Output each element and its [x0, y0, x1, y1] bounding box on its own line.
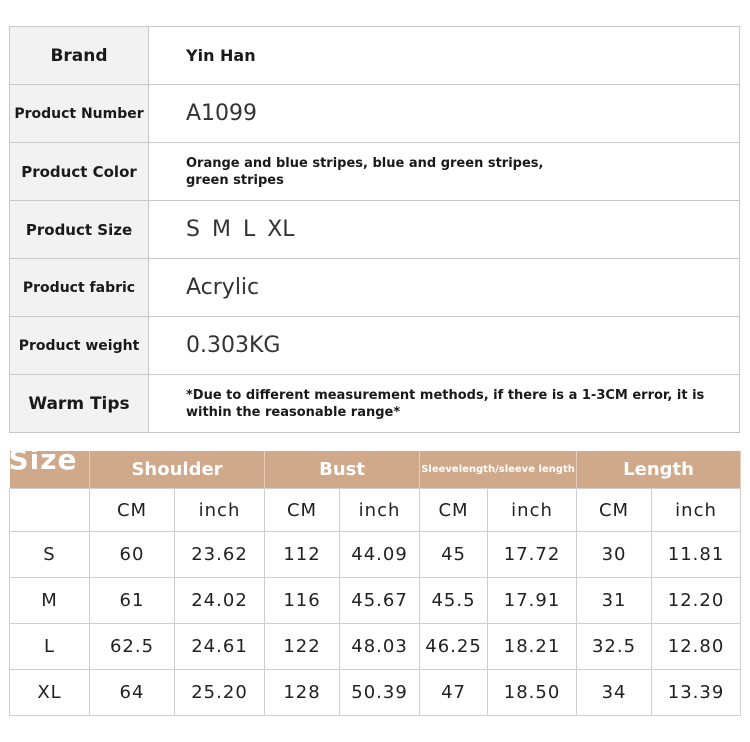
value-cell: 62.5: [90, 624, 175, 670]
value-cell: 48.03: [340, 624, 420, 670]
product-number-label: Product Number: [10, 85, 149, 143]
product-size-value: [149, 201, 740, 259]
brand-label: Brand: [10, 27, 149, 85]
unit-cell: inch: [652, 489, 741, 532]
value-cell: 17.91: [488, 578, 577, 624]
value-cell: 32.5: [577, 624, 652, 670]
size-corner-label: [8, 443, 90, 489]
value-cell: 45.67: [340, 578, 420, 624]
product-size-row: [10, 201, 740, 259]
value-cell: 112: [265, 532, 340, 578]
product-color-row: [10, 143, 740, 201]
size-cell: XL: [10, 670, 90, 716]
unit-cell: CM: [265, 489, 340, 532]
value-cell: 44.09: [340, 532, 420, 578]
size-letter-l: L: [242, 217, 256, 242]
warm-tips-text: *Due to different measurement methods, if there is a 1-3CM error, it is within the reasonable range*: [186, 387, 705, 420]
size-letter-m: M: [211, 217, 231, 242]
value-cell: 122: [265, 624, 340, 670]
value-cell: 128: [265, 670, 340, 716]
value-cell: 64: [90, 670, 175, 716]
header-shoulder: Shoulder: [90, 451, 265, 489]
value-cell: 50.39: [340, 670, 420, 716]
value-cell: 11.81: [652, 532, 741, 578]
unit-cell: CM: [577, 489, 652, 532]
size-row-xl: [10, 670, 741, 716]
value-cell: 60: [90, 532, 175, 578]
unit-cell: CM: [90, 489, 175, 532]
product-number-row: [10, 85, 740, 143]
unit-cell: inch: [488, 489, 577, 532]
value-cell: 34: [577, 670, 652, 716]
size-letter-s: S: [186, 217, 200, 242]
value-cell: 30: [577, 532, 652, 578]
value-cell: 24.61: [175, 624, 265, 670]
product-number-value: [149, 85, 740, 143]
value-cell: 24.02: [175, 578, 265, 624]
product-weight-text: 0.303KG: [186, 333, 281, 358]
size-row-m: [10, 578, 741, 624]
value-cell: 12.20: [652, 578, 741, 624]
size-chart-table: [8, 443, 741, 716]
header-bust: Bust: [265, 451, 420, 489]
product-weight-row: [10, 317, 740, 375]
size-corner-text: Size: [8, 443, 78, 476]
brand-value: [149, 27, 740, 85]
size-row-s: [10, 532, 741, 578]
product-fabric-text: Acrylic: [186, 275, 260, 300]
size-cell: L: [10, 624, 90, 670]
header-length: Length: [577, 451, 741, 489]
value-cell: 47: [420, 670, 488, 716]
product-color-value: [149, 143, 740, 201]
warm-tips-label: Warm Tips: [10, 375, 149, 433]
value-cell: 13.39: [652, 670, 741, 716]
unit-row: [10, 489, 741, 532]
value-cell: 12.80: [652, 624, 741, 670]
size-row-l: [10, 624, 741, 670]
unit-cell: CM: [420, 489, 488, 532]
value-cell: 116: [265, 578, 340, 624]
brand-value-text: Yin Han: [186, 46, 256, 65]
warm-tips-row: [10, 375, 740, 433]
size-chart-header: [10, 451, 741, 489]
unit-cell: inch: [175, 489, 265, 532]
product-fabric-label: Product fabric: [10, 259, 149, 317]
product-size-label: Product Size: [10, 201, 149, 259]
value-cell: 23.62: [175, 532, 265, 578]
size-cell: S: [10, 532, 90, 578]
product-info-table: [9, 26, 740, 433]
product-number-text: A1099: [186, 101, 258, 126]
product-weight-value: [149, 317, 740, 375]
value-cell: 45: [420, 532, 488, 578]
value-cell: 61: [90, 578, 175, 624]
product-color-label: Product Color: [10, 143, 149, 201]
value-cell: 31: [577, 578, 652, 624]
header-sleeve-length: Sleevelength/sleeve length: [420, 451, 577, 489]
product-color-line1: Orange and blue stripes, blue and green stripes,: [186, 155, 544, 171]
value-cell: 17.72: [488, 532, 577, 578]
value-cell: 25.20: [175, 670, 265, 716]
product-fabric-row: [10, 259, 740, 317]
brand-row: [10, 27, 740, 85]
product-weight-label: Product weight: [10, 317, 149, 375]
value-cell: 18.50: [488, 670, 577, 716]
unit-cell: inch: [340, 489, 420, 532]
value-cell: 18.21: [488, 624, 577, 670]
warm-tips-value: [149, 375, 740, 433]
size-letter-xl: XL: [267, 217, 295, 242]
product-fabric-value: [149, 259, 740, 317]
unit-corner-cell: [10, 489, 90, 532]
product-color-line2: green stripes: [186, 172, 284, 188]
size-cell: M: [10, 578, 90, 624]
value-cell: 46.25: [420, 624, 488, 670]
value-cell: 45.5: [420, 578, 488, 624]
size-letters: [186, 217, 307, 242]
